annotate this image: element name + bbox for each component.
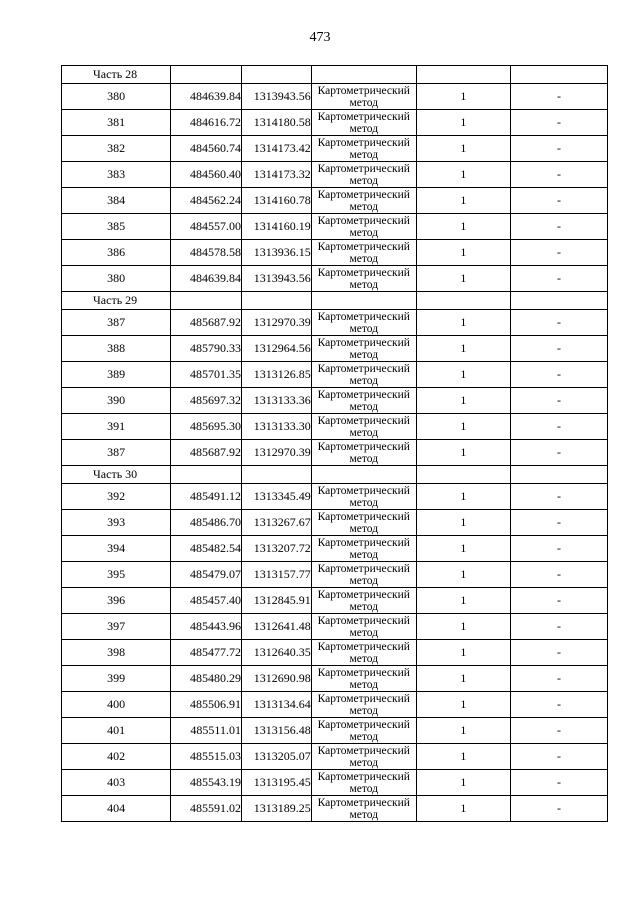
table-row (62, 388, 608, 414)
table-row (62, 162, 608, 188)
y-coordinate: 1314160.78 (241, 188, 311, 214)
y-coordinate: 1313134.64 (241, 692, 311, 718)
method-line-2: метод (349, 808, 379, 821)
method-line-1: Картометрический (317, 536, 410, 549)
y-coordinate: 1314160.19 (241, 214, 311, 240)
method-line-1: Картометрический (317, 240, 410, 253)
empty-cell (416, 292, 510, 310)
y-coordinate: 1314180.58 (241, 110, 311, 136)
y-coordinate: 1314173.32 (241, 162, 311, 188)
note-value: - (510, 440, 607, 466)
method-line-1: Картометрический (317, 162, 410, 175)
method-cell (311, 588, 416, 614)
method-cell (311, 136, 416, 162)
empty-cell (171, 466, 242, 484)
point-number: 389 (62, 362, 171, 388)
method-line-1: Картометрический (317, 362, 410, 375)
table-row (62, 414, 608, 440)
method-cell (311, 310, 416, 336)
table-row (62, 510, 608, 536)
method-cell (311, 362, 416, 388)
table-row (62, 588, 608, 614)
method-line-2: метод (349, 400, 379, 413)
accuracy-value: 1 (416, 110, 510, 136)
point-number: 401 (62, 718, 171, 744)
method-line-2: метод (349, 252, 379, 265)
y-coordinate: 1312641.48 (241, 614, 311, 640)
point-number: 390 (62, 388, 171, 414)
empty-cell (416, 66, 510, 84)
note-value: - (510, 562, 607, 588)
accuracy-value: 1 (416, 588, 510, 614)
y-coordinate: 1313267.67 (241, 510, 311, 536)
method-line-2: метод (349, 782, 379, 795)
x-coordinate: 485695.30 (171, 414, 242, 440)
method-line-2: метод (349, 574, 379, 587)
method-line-2: метод (349, 148, 379, 161)
empty-cell (241, 292, 311, 310)
method-cell (311, 536, 416, 562)
y-coordinate: 1313157.77 (241, 562, 311, 588)
table-row (62, 336, 608, 362)
method-cell (311, 666, 416, 692)
point-number: 383 (62, 162, 171, 188)
method-line-1: Картометрический (317, 484, 410, 497)
x-coordinate: 484557.00 (171, 214, 242, 240)
method-line-2: метод (349, 600, 379, 613)
empty-cell (241, 466, 311, 484)
accuracy-value: 1 (416, 310, 510, 336)
note-value: - (510, 388, 607, 414)
accuracy-value: 1 (416, 692, 510, 718)
point-number: 396 (62, 588, 171, 614)
x-coordinate: 485477.72 (171, 640, 242, 666)
accuracy-value: 1 (416, 744, 510, 770)
note-value: - (510, 510, 607, 536)
method-cell (311, 240, 416, 266)
method-line-1: Картометрический (317, 440, 410, 453)
accuracy-value: 1 (416, 484, 510, 510)
note-value: - (510, 414, 607, 440)
x-coordinate: 485511.01 (171, 718, 242, 744)
method-line-2: метод (349, 652, 379, 665)
method-cell (311, 388, 416, 414)
table-row (62, 562, 608, 588)
accuracy-value: 1 (416, 214, 510, 240)
accuracy-value: 1 (416, 188, 510, 214)
x-coordinate: 484578.58 (171, 240, 242, 266)
x-coordinate: 485543.19 (171, 770, 242, 796)
x-coordinate: 485790.33 (171, 336, 242, 362)
x-coordinate: 485479.07 (171, 562, 242, 588)
empty-cell (171, 292, 242, 310)
part-label: Часть 29 (62, 292, 171, 310)
empty-cell (311, 292, 416, 310)
empty-cell (510, 466, 607, 484)
note-value: - (510, 362, 607, 388)
table-row (62, 744, 608, 770)
method-cell (311, 770, 416, 796)
point-number: 398 (62, 640, 171, 666)
note-value: - (510, 796, 607, 822)
table-row (62, 188, 608, 214)
y-coordinate: 1314173.42 (241, 136, 311, 162)
y-coordinate: 1313195.45 (241, 770, 311, 796)
method-line-1: Картометрический (317, 770, 410, 783)
method-line-1: Картометрический (317, 640, 410, 653)
note-value: - (510, 718, 607, 744)
point-number: 403 (62, 770, 171, 796)
empty-cell (416, 466, 510, 484)
point-number: 382 (62, 136, 171, 162)
empty-cell (241, 66, 311, 84)
x-coordinate: 485687.92 (171, 440, 242, 466)
table-row (62, 240, 608, 266)
x-coordinate: 484560.74 (171, 136, 242, 162)
method-line-1: Картометрический (317, 562, 410, 575)
part-label: Часть 30 (62, 466, 171, 484)
accuracy-value: 1 (416, 84, 510, 110)
point-number: 404 (62, 796, 171, 822)
accuracy-value: 1 (416, 440, 510, 466)
method-line-2: метод (349, 426, 379, 439)
part-header-row (62, 292, 608, 310)
note-value: - (510, 136, 607, 162)
y-coordinate: 1312964.56 (241, 336, 311, 362)
page-number: 473 (309, 30, 331, 45)
method-line-1: Картометрический (317, 84, 410, 97)
method-line-2: метод (349, 730, 379, 743)
note-value: - (510, 640, 607, 666)
method-cell (311, 510, 416, 536)
x-coordinate: 484562.24 (171, 188, 242, 214)
method-cell (311, 336, 416, 362)
empty-cell (510, 66, 607, 84)
method-line-2: метод (349, 200, 379, 213)
x-coordinate: 485506.91 (171, 692, 242, 718)
point-number: 397 (62, 614, 171, 640)
method-line-2: метод (349, 678, 379, 691)
x-coordinate: 485482.54 (171, 536, 242, 562)
accuracy-value: 1 (416, 640, 510, 666)
y-coordinate: 1313936.15 (241, 240, 311, 266)
y-coordinate: 1313943.56 (241, 266, 311, 292)
method-line-1: Картометрический (317, 110, 410, 123)
x-coordinate: 485701.35 (171, 362, 242, 388)
accuracy-value: 1 (416, 266, 510, 292)
table-row (62, 718, 608, 744)
method-line-1: Картометрический (317, 336, 410, 349)
y-coordinate: 1312970.39 (241, 310, 311, 336)
part-header-row (62, 66, 608, 84)
point-number: 380 (62, 84, 171, 110)
method-line-1: Картометрический (317, 214, 410, 227)
x-coordinate: 485480.29 (171, 666, 242, 692)
accuracy-value: 1 (416, 510, 510, 536)
empty-cell (510, 292, 607, 310)
y-coordinate: 1313133.30 (241, 414, 311, 440)
method-cell (311, 440, 416, 466)
method-line-1: Картометрический (317, 510, 410, 523)
point-number: 387 (62, 440, 171, 466)
note-value: - (510, 266, 607, 292)
method-line-2: метод (349, 452, 379, 465)
method-cell (311, 188, 416, 214)
method-line-1: Картометрический (317, 310, 410, 323)
method-line-1: Картометрический (317, 266, 410, 279)
table-row (62, 536, 608, 562)
empty-cell (171, 66, 242, 84)
method-cell (311, 562, 416, 588)
point-number: 384 (62, 188, 171, 214)
point-number: 394 (62, 536, 171, 562)
note-value: - (510, 336, 607, 362)
method-cell (311, 640, 416, 666)
method-line-2: метод (349, 496, 379, 509)
y-coordinate: 1313205.07 (241, 744, 311, 770)
x-coordinate: 485443.96 (171, 614, 242, 640)
note-value: - (510, 162, 607, 188)
method-line-1: Картометрический (317, 718, 410, 731)
y-coordinate: 1313207.72 (241, 536, 311, 562)
table-row (62, 440, 608, 466)
note-value: - (510, 110, 607, 136)
method-cell (311, 718, 416, 744)
accuracy-value: 1 (416, 796, 510, 822)
note-value: - (510, 214, 607, 240)
x-coordinate: 485697.32 (171, 388, 242, 414)
accuracy-value: 1 (416, 562, 510, 588)
table-row (62, 214, 608, 240)
method-line-2: метод (349, 322, 379, 335)
method-line-1: Картометрический (317, 188, 410, 201)
y-coordinate: 1313943.56 (241, 84, 311, 110)
point-number: 399 (62, 666, 171, 692)
method-cell (311, 266, 416, 292)
table-row (62, 640, 608, 666)
note-value: - (510, 84, 607, 110)
y-coordinate: 1313126.85 (241, 362, 311, 388)
method-line-1: Картометрический (317, 614, 410, 627)
accuracy-value: 1 (416, 162, 510, 188)
accuracy-value: 1 (416, 240, 510, 266)
accuracy-value: 1 (416, 718, 510, 744)
method-cell (311, 214, 416, 240)
table-row (62, 692, 608, 718)
table-row (62, 666, 608, 692)
accuracy-value: 1 (416, 362, 510, 388)
point-number: 402 (62, 744, 171, 770)
note-value: - (510, 240, 607, 266)
note-value: - (510, 536, 607, 562)
accuracy-value: 1 (416, 388, 510, 414)
method-line-1: Картометрический (317, 414, 410, 427)
point-number: 386 (62, 240, 171, 266)
table-row (62, 110, 608, 136)
part-header-row (62, 466, 608, 484)
method-line-1: Картометрический (317, 136, 410, 149)
y-coordinate: 1312970.39 (241, 440, 311, 466)
coordinates-table (61, 65, 608, 822)
method-line-2: метод (349, 626, 379, 639)
note-value: - (510, 744, 607, 770)
method-cell (311, 744, 416, 770)
method-line-1: Картометрический (317, 588, 410, 601)
method-cell (311, 484, 416, 510)
method-line-1: Картометрический (317, 796, 410, 809)
note-value: - (510, 692, 607, 718)
method-line-1: Картометрический (317, 388, 410, 401)
method-cell (311, 614, 416, 640)
method-line-2: метод (349, 704, 379, 717)
note-value: - (510, 484, 607, 510)
note-value: - (510, 188, 607, 214)
method-line-2: метод (349, 522, 379, 535)
y-coordinate: 1313189.25 (241, 796, 311, 822)
x-coordinate: 484616.72 (171, 110, 242, 136)
table-row (62, 84, 608, 110)
coordinates-table-body (62, 66, 608, 822)
y-coordinate: 1313133.36 (241, 388, 311, 414)
method-line-1: Картометрический (317, 666, 410, 679)
accuracy-value: 1 (416, 414, 510, 440)
point-number: 393 (62, 510, 171, 536)
y-coordinate: 1313345.49 (241, 484, 311, 510)
x-coordinate: 485515.03 (171, 744, 242, 770)
table-row (62, 614, 608, 640)
note-value: - (510, 614, 607, 640)
point-number: 388 (62, 336, 171, 362)
x-coordinate: 484639.84 (171, 266, 242, 292)
method-line-1: Картометрический (317, 692, 410, 705)
table-row (62, 136, 608, 162)
table-row (62, 770, 608, 796)
table-row (62, 310, 608, 336)
method-cell (311, 110, 416, 136)
empty-cell (311, 466, 416, 484)
method-line-2: метод (349, 174, 379, 187)
note-value: - (510, 770, 607, 796)
accuracy-value: 1 (416, 136, 510, 162)
y-coordinate: 1312845.91 (241, 588, 311, 614)
table-row (62, 796, 608, 822)
method-line-2: метод (349, 226, 379, 239)
point-number: 380 (62, 266, 171, 292)
note-value: - (510, 310, 607, 336)
x-coordinate: 485491.12 (171, 484, 242, 510)
method-line-2: метод (349, 756, 379, 769)
table-row (62, 362, 608, 388)
method-cell (311, 692, 416, 718)
method-line-1: Картометрический (317, 744, 410, 757)
point-number: 391 (62, 414, 171, 440)
x-coordinate: 485591.02 (171, 796, 242, 822)
point-number: 385 (62, 214, 171, 240)
method-cell (311, 796, 416, 822)
method-line-2: метод (349, 96, 379, 109)
point-number: 381 (62, 110, 171, 136)
y-coordinate: 1312640.35 (241, 640, 311, 666)
point-number: 392 (62, 484, 171, 510)
method-cell (311, 162, 416, 188)
method-cell (311, 84, 416, 110)
table-row (62, 484, 608, 510)
method-line-2: метод (349, 374, 379, 387)
method-line-2: метод (349, 278, 379, 291)
x-coordinate: 484560.40 (171, 162, 242, 188)
method-line-2: метод (349, 548, 379, 561)
accuracy-value: 1 (416, 536, 510, 562)
method-line-2: метод (349, 122, 379, 135)
note-value: - (510, 588, 607, 614)
method-line-2: метод (349, 348, 379, 361)
point-number: 400 (62, 692, 171, 718)
x-coordinate: 485687.92 (171, 310, 242, 336)
point-number: 387 (62, 310, 171, 336)
x-coordinate: 485457.40 (171, 588, 242, 614)
table-row (62, 266, 608, 292)
method-cell (311, 414, 416, 440)
accuracy-value: 1 (416, 666, 510, 692)
note-value: - (510, 666, 607, 692)
empty-cell (311, 66, 416, 84)
accuracy-value: 1 (416, 770, 510, 796)
y-coordinate: 1313156.48 (241, 718, 311, 744)
part-label: Часть 28 (62, 66, 171, 84)
accuracy-value: 1 (416, 336, 510, 362)
x-coordinate: 484639.84 (171, 84, 242, 110)
x-coordinate: 485486.70 (171, 510, 242, 536)
y-coordinate: 1312690.98 (241, 666, 311, 692)
point-number: 395 (62, 562, 171, 588)
accuracy-value: 1 (416, 614, 510, 640)
